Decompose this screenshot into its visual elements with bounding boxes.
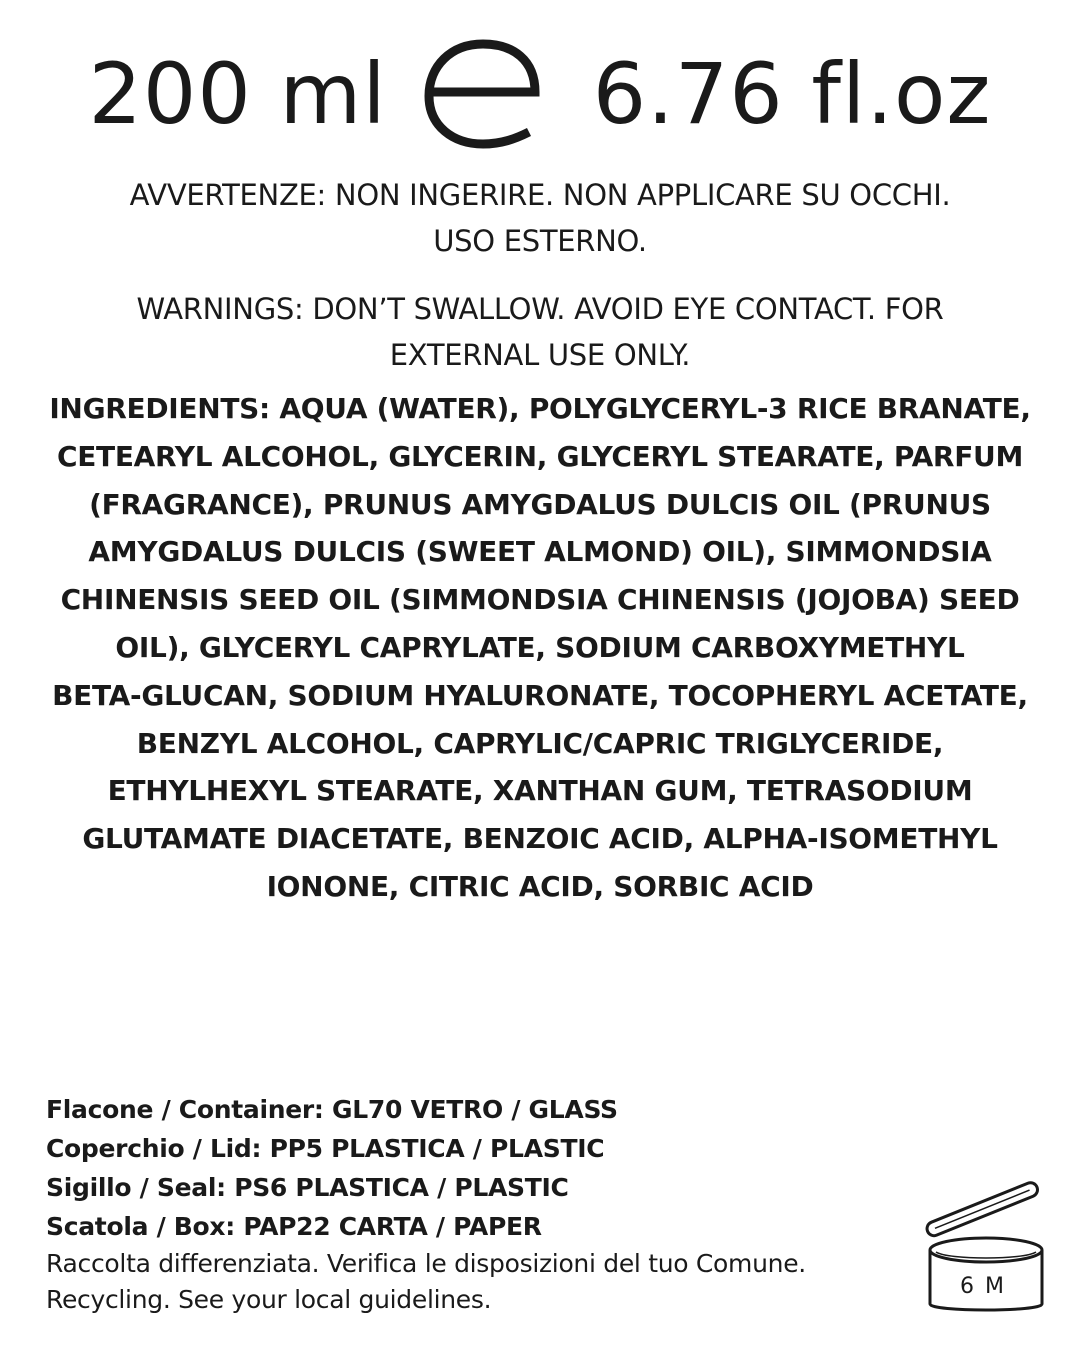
pao-label: 6 M	[960, 1274, 1006, 1299]
ingredients-line: IONONE, CITRIC ACID, SORBIC ACID	[266, 869, 814, 903]
ingredients-line: BETA-GLUCAN, SODIUM HYALURONATE, TOCOPHERYL ACETATE,	[52, 678, 1028, 712]
material-lid: Coperchio / Lid: PP5 PLASTICA / PLASTIC	[46, 1134, 605, 1163]
warnings-italian	[0, 172, 1080, 264]
ingredients-line: CHINENSIS SEED OIL (SIMMONDSIA CHINENSIS (JOJOBA) SEED	[60, 583, 1020, 617]
warning-line: AVVERTENZE: NON INGERIRE. NON APPLICARE SU OCCHI.	[129, 178, 951, 212]
ingredients-line: GLUTAMATE DIACETATE, BENZOIC ACID, ALPHA-ISOMETHYL	[82, 822, 998, 856]
volume-imperial: 6.76 fl.oz	[592, 45, 992, 143]
warning-line: EXTERNAL USE ONLY.	[389, 338, 691, 372]
ingredients-line: CETEARYL ALCOHOL, GLYCERIN, GLYCERYL STEARATE, PARFUM	[56, 439, 1024, 473]
ingredients-line: AMYGDALUS DULCIS (SWEET ALMOND) OIL), SIMMONDSIA	[88, 535, 992, 569]
disposal-info	[46, 1090, 886, 1318]
volume-metric: 200 ml	[88, 45, 387, 143]
ingredients-line: (FRAGRANCE), PRUNUS AMYGDALUS DULCIS OIL (PRUNUS	[89, 487, 991, 521]
ingredients-line: BENZYL ALCOHOL, CAPRYLIC/CAPRIC TRIGLYCERIDE,	[136, 726, 944, 760]
warnings-english	[0, 286, 1080, 378]
period-after-opening	[918, 1172, 1048, 1322]
warning-line: WARNINGS: DON’T SWALLOW. AVOID EYE CONTACT. FOR	[136, 292, 944, 326]
material-container: Flacone / Container: GL70 VETRO / GLASS	[46, 1095, 618, 1124]
volume-header	[0, 38, 1080, 150]
ingredients-line: OIL), GLYCERYL CAPRYLATE, SODIUM CARBOXYMETHYL	[115, 630, 965, 664]
material-seal: Sigillo / Seal: PS6 PLASTICA / PLASTIC	[46, 1173, 569, 1202]
ingredients-line: ETHYLHEXYL STEARATE, XANTHAN GUM, TETRASODIUM	[107, 774, 973, 808]
ingredients-line: INGREDIENTS: AQUA (WATER), POLYGLYCERYL-3 RICE BRANATE,	[49, 392, 1031, 425]
warning-line: USO ESTERNO.	[433, 224, 647, 258]
ingredients-list	[20, 385, 1060, 911]
recycling-note-english: Recycling. See your local guidelines.	[46, 1285, 492, 1314]
open-jar-icon	[918, 1172, 1048, 1322]
material-box: Scatola / Box: PAP22 CARTA / PAPER	[46, 1212, 542, 1241]
recycling-note-italian: Raccolta differenziata. Verifica le disposizioni del tuo Comune.	[46, 1249, 806, 1278]
estimated-e-mark-icon	[421, 38, 545, 150]
